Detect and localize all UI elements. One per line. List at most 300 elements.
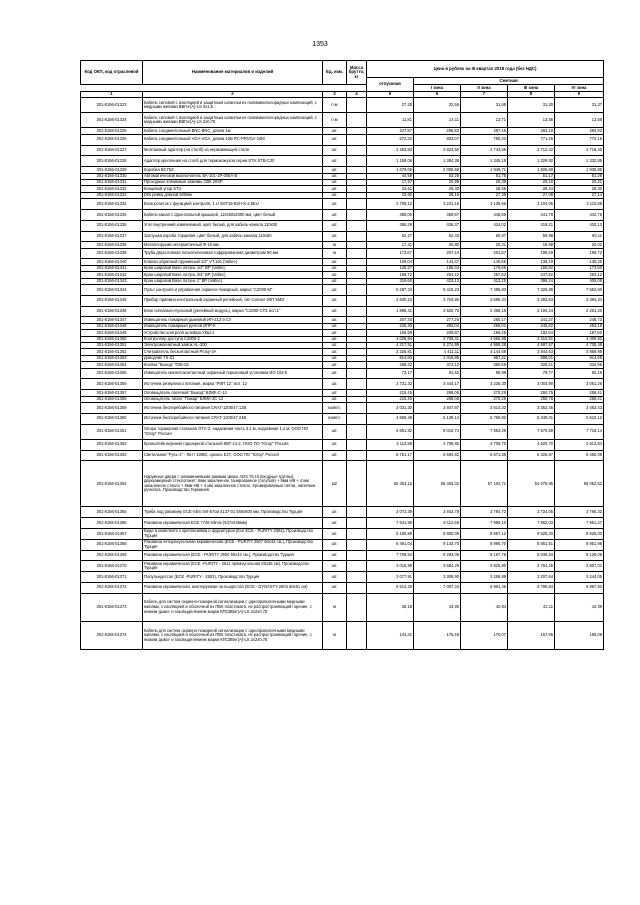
cell-code: 301-8156-01334 xyxy=(81,199,143,210)
cell-code: 301-8156-01351 xyxy=(81,343,143,349)
cell-release-price: 1 888,41 xyxy=(367,306,414,317)
cell-zone4-price: 8 128,05 xyxy=(555,550,604,561)
cell-zone3-price: 3 104,05 xyxy=(508,199,555,210)
table-row xyxy=(81,572,604,583)
cell-name: Светильник "Русь-1" - Литт 100Вт, цоколь Е27, ООО ПО "Югор" Россия xyxy=(143,450,323,461)
cell-name: Доводчик TS-01 xyxy=(143,355,323,361)
cell-zone1-price: 91,52 xyxy=(414,368,461,379)
cell-mass xyxy=(347,461,367,507)
table-row xyxy=(81,379,604,390)
cell-zone2-price: 7 990,10 xyxy=(461,518,508,529)
table-row xyxy=(81,98,604,113)
cell-zone2-price: 3 590,44 xyxy=(461,295,508,306)
cell-release-price: 672,33 xyxy=(367,134,414,145)
cell-zone3-price: 8 036,83 xyxy=(508,550,555,561)
cell-zone3-price: 250,75 xyxy=(508,390,555,396)
cell-name: Труба двухслойная полиэтиленовая гофрированная диаметром 90 мм xyxy=(143,248,323,259)
cell-unit: компл. xyxy=(323,402,347,413)
cell-zone2-price: 31,68 xyxy=(461,98,508,113)
cell-unit: шт. xyxy=(323,134,347,145)
cell-zone2-price: 2 743,55 xyxy=(461,145,508,156)
cell-unit: шт. xyxy=(323,278,347,284)
cell-name: Раковина керамическая, монтируемая на пьедестал (ECE - DYNASTY-2604 60х51 см) xyxy=(143,582,323,593)
cell-release-price: 52,27 xyxy=(367,231,414,242)
cell-zone1-price: 282,04 xyxy=(414,323,461,329)
cell-name: Устройство контроля шлейфа УКШ-1 xyxy=(143,330,323,336)
cell-unit: компл. xyxy=(323,413,347,424)
cell-zone2-price: 57 104,71 xyxy=(461,461,508,507)
cell-name: Кабель силовой с изоляцией и защитным шлангом из поливинилхлоридных композиций, с медными жилами ВВГнг(А)-LS 2х0,75 xyxy=(143,113,323,128)
cell-zone4-price: 51,28 xyxy=(555,173,604,179)
cell-zone4-price: 248,73 xyxy=(555,317,604,323)
cell-zone3-price: 7 570,69 xyxy=(508,424,555,439)
header-zone3: III зона xyxy=(508,85,555,92)
cell-mass xyxy=(347,593,367,621)
cell-code: 301-8156-01326 xyxy=(81,134,143,145)
cell-zone4-price: 5 510,12 xyxy=(555,413,604,424)
cell-code: 301-8156-01363 xyxy=(81,450,143,461)
cell-release-price: 6 651,82 xyxy=(367,424,414,439)
cell-name: Проходные клеммные зажимы СВК 2КЗР xyxy=(143,179,323,185)
cell-zone3-price: 3 393,63 xyxy=(508,295,555,306)
cell-unit: шт. xyxy=(323,265,347,271)
cell-unit: шт. xyxy=(323,362,347,368)
cell-name: Заглушка короба торцевая, цвет белый, для кабель-канала 110х50 xyxy=(143,231,323,242)
cell-zone3-price: 4 525,70 xyxy=(508,439,555,450)
cell-zone2-price: 5 766,82 xyxy=(461,413,508,424)
cell-zone4-price: 773,16 xyxy=(555,134,604,145)
cell-code: 301-8156-01350 xyxy=(81,336,143,342)
cell-unit: шт. xyxy=(323,349,347,355)
cell-zone3-price: 250,75 xyxy=(508,396,555,402)
cell-unit: шт. xyxy=(323,330,347,336)
cell-zone2-price: 60,67 xyxy=(461,231,508,242)
cell-release-price: 298,32 xyxy=(367,362,414,368)
cell-zone4-price: 82,16 xyxy=(555,368,604,379)
cell-release-price: 23,60 xyxy=(367,192,414,198)
cell-zone4-price: 6 867,93 xyxy=(555,582,604,593)
cell-release-price: 5 751,17 xyxy=(367,450,414,461)
table-row xyxy=(81,550,604,561)
cell-zone3-price: 4 597,57 xyxy=(508,343,555,349)
cell-zone3-price: 31,30 xyxy=(508,98,555,113)
cell-code: 301-8156-01370 xyxy=(81,561,143,572)
cell-code: 301-8156-01328 xyxy=(81,156,143,167)
cell-zone3-price: 5 349,01 xyxy=(508,413,555,424)
cell-zone3-price: 3 764,25 xyxy=(508,561,555,572)
cell-name: Электромагнитный замок AL-300 xyxy=(143,343,323,349)
cell-code: 301-8156-01352 xyxy=(81,349,143,355)
cell-name: Кабель для систем охранно-пожарной сигнализации с однопроволочными медными жилами, с изоляцией и оболочкой из ПВХ пластиката, не распространяющий горение, с низким дымо- и газовыделением марки КПСВВнг(А)-LS 2х2х0,75 xyxy=(143,622,323,650)
cell-code: 301-8156-01333 xyxy=(81,192,143,198)
cell-zone1-price: 264,42 xyxy=(414,272,461,278)
cell-zone3-price: 182,04 xyxy=(508,330,555,336)
cell-code: 301-8156-01345 xyxy=(81,295,143,306)
cell-release-price: 4 113,98 xyxy=(367,439,414,450)
cell-mass xyxy=(347,402,367,413)
cell-zone4-price: 914,65 xyxy=(555,355,604,361)
cell-name: Кронштейн верхний торшерной стальной КВТ-14-2, ООО ПО "Югор" Россия xyxy=(143,439,323,450)
cell-name: Кнопка "Выход" TDE-02 xyxy=(143,362,323,368)
cell-zone2-price: 3 139,66 xyxy=(461,199,508,210)
cell-mass xyxy=(347,518,367,529)
cell-zone4-price: 7 552,50 xyxy=(555,285,604,296)
cell-zone2-price: 257,62 xyxy=(461,272,508,278)
cell-zone1-price: 3 444,17 xyxy=(414,379,461,390)
cell-release-price: 17,41 xyxy=(367,242,414,248)
cell-unit: шт. xyxy=(323,317,347,323)
cell-zone4-price: 42,39 xyxy=(555,593,604,621)
cell-unit: шт. xyxy=(323,424,347,439)
cell-unit: шт. xyxy=(323,156,347,167)
cell-code: 301-8156-01329 xyxy=(81,167,143,173)
cell-name: Тумба под раковину ECE-Slim Set-57см 4137-01 560х500 мм, Производство Турция xyxy=(143,507,323,518)
header-estimate: Сметная xyxy=(414,78,604,85)
cell-code: 301-8156-01340 xyxy=(81,259,143,265)
table-row xyxy=(81,220,604,231)
cell-mass xyxy=(347,528,367,539)
cell-zone4-price: 3 959,95 xyxy=(555,349,604,355)
cell-zone2-price: 1 948,71 xyxy=(461,167,508,173)
cell-zone1-price: 1 018,85 xyxy=(414,355,461,361)
cell-release-price: 7 709,54 xyxy=(367,550,414,561)
cell-zone2-price: 2 365,19 xyxy=(461,306,508,317)
cell-zone3-price: 419,21 xyxy=(508,220,555,231)
cell-release-price: 3 077,91 xyxy=(367,572,414,583)
cell-zone1-price: 144,37 xyxy=(414,259,461,265)
cell-zone4-price: 1 332,85 xyxy=(555,156,604,167)
cell-unit: шт. xyxy=(323,355,347,361)
header-num: 8 xyxy=(508,92,555,98)
cell-release-price: 3 026,94 xyxy=(367,336,414,342)
cell-zone1-price: 8 010,74 xyxy=(414,424,461,439)
cell-zone4-price: 258,41 xyxy=(555,390,604,396)
cell-zone3-price: 771,45 xyxy=(508,134,555,145)
cell-code: 301-8156-01369 xyxy=(81,550,143,561)
cell-zone4-price: 4 613,94 xyxy=(555,439,604,450)
cell-zone1-price: 373,12 xyxy=(414,362,461,368)
cell-mass xyxy=(347,285,367,296)
cell-zone1-price: 2 520,70 xyxy=(414,306,461,317)
cell-unit: п.м xyxy=(323,113,347,128)
cell-zone4-price: 60,11 xyxy=(555,231,604,242)
cell-mass xyxy=(347,379,367,390)
cell-code: 301-8156-01337 xyxy=(81,231,143,242)
cell-zone3-price: 3 352,45 xyxy=(508,402,555,413)
cell-name: Кабель соединительный BNC-BNC, длина 1м xyxy=(143,128,323,134)
cell-unit: шт. xyxy=(323,323,347,329)
cell-zone1-price: 6 139,14 xyxy=(414,413,461,424)
cell-zone1-price: 62,43 xyxy=(414,231,461,242)
cell-zone4-price: 2 718,40 xyxy=(555,145,604,156)
cell-zone2-price: 28,56 xyxy=(461,186,508,192)
cell-name: Кран шаровой Base латунь 3/4" ВР (Valtec) xyxy=(143,272,323,278)
cell-zone1-price: 8 112,68 xyxy=(414,518,461,529)
cell-code: 301-8156-01359 xyxy=(81,402,143,413)
cell-zone4-price: 173,60 xyxy=(555,265,604,271)
cell-zone3-price: 441,78 xyxy=(508,209,555,220)
cell-release-price: 44,59 xyxy=(367,173,414,179)
cell-zone4-price: 253,19 xyxy=(555,323,604,329)
table-row xyxy=(81,199,604,210)
cell-zone4-price: 442,75 xyxy=(555,209,604,220)
cell-code: 301-8156-01323 xyxy=(81,98,143,113)
cell-mass xyxy=(347,231,367,242)
cell-zone4-price: 2 261,20 xyxy=(555,306,604,317)
cell-name: Контроллер доступа С2000-2 xyxy=(143,336,323,342)
cell-unit: шт. xyxy=(323,272,347,278)
cell-zone3-price: 59,98 xyxy=(508,231,555,242)
cell-zone4-price: 3 409,92 xyxy=(555,336,604,342)
cell-unit: шт. xyxy=(323,209,347,220)
cell-zone3-price: 28,24 xyxy=(508,186,555,192)
cell-zone2-price: 51,75 xyxy=(461,173,508,179)
cell-zone4-price: 253,12 xyxy=(555,272,604,278)
cell-name: Извещатель магнитоконтактный охранный герконовый установки ИО 102-6 xyxy=(143,368,323,379)
cell-mass xyxy=(347,622,367,650)
cell-code: 301-8156-01346 xyxy=(81,306,143,317)
cell-zone1-price: 5 274,99 xyxy=(414,343,461,349)
cell-zone3-price: 7 326,85 xyxy=(508,285,555,296)
cell-unit: шт. xyxy=(323,336,347,342)
cell-name: Раковина керамическая ECE 7746-Slimix (537х445мм) xyxy=(143,518,323,529)
header-num: 4 xyxy=(347,92,367,98)
table-row xyxy=(81,113,604,128)
cell-unit: шт. xyxy=(323,561,347,572)
table-row xyxy=(81,285,604,296)
cell-zone3-price: 3 844,63 xyxy=(508,349,555,355)
cell-zone3-price: 6 326,87 xyxy=(508,450,555,461)
cell-name: Раковина керамическая (ECE - PURITY 2500 50х42 см.), Производство Турция xyxy=(143,550,323,561)
header-code: Код ОКП, код отраслевой xyxy=(81,61,143,85)
cell-unit: шт. xyxy=(323,528,347,539)
cell-zone3-price: 13,55 xyxy=(508,113,555,128)
cell-mass xyxy=(347,295,367,306)
cell-zone1-price: 43,90 xyxy=(414,593,461,621)
cell-code: 301-8156-01374 xyxy=(81,622,143,650)
cell-unit: шт. xyxy=(323,220,347,231)
cell-zone2-price: 957,31 xyxy=(461,355,508,361)
cell-release-price: 27,28 xyxy=(367,98,414,113)
cell-mass xyxy=(347,156,367,167)
header-mass: Масса брутто, кг xyxy=(347,61,367,85)
cell-release-price: 144,31 xyxy=(367,622,414,650)
cell-zone1-price: 8 293,05 xyxy=(414,550,461,561)
cell-unit: шт. xyxy=(323,167,347,173)
cell-mass xyxy=(347,413,367,424)
cell-zone1-price: 3 708,41 xyxy=(414,336,461,342)
cell-mass xyxy=(347,439,367,450)
cell-code: 301-8156-01356 xyxy=(81,379,143,390)
cell-name: Коробка BC75Z xyxy=(143,167,323,173)
cell-zone3-price: 245,82 xyxy=(508,323,555,329)
header-num: 9 xyxy=(555,92,604,98)
cell-zone1-price: 288,06 xyxy=(414,390,461,396)
cell-zone3-price: 2 194,24 xyxy=(508,306,555,317)
cell-release-price: 6 287,34 xyxy=(367,285,414,296)
cell-zone4-price: 3 110,89 xyxy=(555,199,604,210)
cell-zone2-price: 6 901,46 xyxy=(461,582,508,593)
cell-unit: шт. xyxy=(323,368,347,379)
cell-zone2-price: 85,99 xyxy=(461,368,508,379)
table-row xyxy=(81,461,604,507)
cell-zone1-price: 8 419,23 xyxy=(414,285,461,296)
cell-unit: шт. xyxy=(323,231,347,242)
cell-zone3-price: 27,08 xyxy=(508,192,555,198)
cell-zone4-price: 6 450,09 xyxy=(555,450,604,461)
cell-zone4-price: 169,09 xyxy=(555,622,604,650)
cell-zone1-price: 7 007,34 xyxy=(414,582,461,593)
cell-code: 301-8156-01355 xyxy=(81,368,143,379)
cell-zone4-price: 138,20 xyxy=(555,259,604,265)
table-row xyxy=(81,134,604,145)
cell-release-price: 156,99 xyxy=(367,330,414,336)
cell-name: Кабель соединительный VGA-VGA, длина 10м RC-PRVGA-10M xyxy=(143,134,323,145)
cell-zone4-price: 3 766,32 xyxy=(555,507,604,518)
cell-zone4-price: 7 718,14 xyxy=(555,424,604,439)
cell-zone1-price: 3 847,87 xyxy=(414,402,461,413)
cell-zone3-price: 79,77 xyxy=(508,368,555,379)
cell-mass xyxy=(347,572,367,583)
cell-release-price: 814,80 xyxy=(367,355,414,361)
cell-release-price: 50 363,16 xyxy=(367,461,414,507)
table-row xyxy=(81,424,604,439)
cell-zone2-price: 201,57 xyxy=(461,248,508,259)
cell-mass xyxy=(347,550,367,561)
cell-zone3-price: 1 926,60 xyxy=(508,167,555,173)
cell-name: Концевой упор STU xyxy=(143,186,323,192)
cell-release-price: 7 541,85 xyxy=(367,518,414,529)
table-row xyxy=(81,622,604,650)
cell-zone4-price: 258,41 xyxy=(555,396,604,402)
cell-release-price: 385,00 xyxy=(367,209,414,220)
table-row xyxy=(81,145,604,156)
cell-release-price: 199,72 xyxy=(367,272,414,278)
cell-code: 301-8156-01364 xyxy=(81,461,143,507)
table-row xyxy=(81,248,604,259)
table-row xyxy=(81,231,604,242)
cell-mass xyxy=(347,424,367,439)
cell-unit: шт. xyxy=(323,173,347,179)
cell-unit: м xyxy=(323,242,347,248)
cell-code: 301-8156-01357 xyxy=(81,390,143,396)
cell-name: Раковина керамическая (ECE -PURITY - 2511 прямоугольная 60х35 см), Производство Турция xyxy=(143,561,323,572)
cell-zone4-price: 187,60 xyxy=(555,330,604,336)
table-row xyxy=(81,368,604,379)
cell-release-price: 3 016,98 xyxy=(367,561,414,572)
cell-code: 301-8156-01341 xyxy=(81,265,143,271)
table-row xyxy=(81,413,604,424)
cell-release-price: 136,37 xyxy=(367,265,414,271)
cell-zone4-price: 405,05 xyxy=(555,278,604,284)
cell-code: 301-8156-01343 xyxy=(81,278,143,284)
cell-unit: шт. xyxy=(323,145,347,156)
cell-zone2-price: 4 144,68 xyxy=(461,349,508,355)
cell-release-price: 11,81 xyxy=(367,113,414,128)
cell-code: 301-8156-01335 xyxy=(81,209,143,220)
cell-zone3-price: 42,11 xyxy=(508,593,555,621)
cell-release-price: 17,57 xyxy=(367,179,414,185)
cell-name: Источник резервного питания, марка "РИП 12" исп. 12 xyxy=(143,379,323,390)
cell-mass xyxy=(347,539,367,550)
cell-unit: шт. xyxy=(323,572,347,583)
cell-code: 301-8156-01331 xyxy=(81,179,143,185)
cell-zone3-price: 888,01 xyxy=(508,355,555,361)
cell-code: 301-8156-01373 xyxy=(81,593,143,621)
cell-zone2-price: 412,25 xyxy=(461,278,508,284)
cell-name: Считыватель бесконтактный Proxy-3А xyxy=(143,349,323,355)
cell-zone1-price: 32,56 xyxy=(414,98,461,113)
cell-zone2-price: 287,46 xyxy=(461,128,508,134)
cell-name: Кабель для систем охранно-пожарной сигнализации с однопроволочными медными жилами, с изоляцией и оболочкой из ПВХ пластиката, не распространяющий горение, с низким дымо- и газовыделением марки КПСВВнг(А)-LS 2х2х0,75 xyxy=(143,593,323,621)
cell-zone1-price: 1 384,38 xyxy=(414,156,461,167)
cell-mass xyxy=(347,220,367,231)
cell-unit: шт. xyxy=(323,259,347,265)
cell-zone3-price: 167,96 xyxy=(508,622,555,650)
cell-code: 301-8156-01358 xyxy=(81,396,143,402)
cell-name: Клапан обратный пружинный 1/2" VT.161 (Valtec) xyxy=(143,259,323,265)
header-price-group: Цена в рублях на III квартал 2018 года (без НДС) xyxy=(367,61,604,78)
cell-unit: шт. xyxy=(323,518,347,529)
cell-zone4-price: 1 930,85 xyxy=(555,167,604,173)
cell-zone1-price: 3 584,29 xyxy=(414,561,461,572)
cell-release-price: 2 705,12 xyxy=(367,199,414,210)
cell-release-price: 4 868,49 xyxy=(367,413,414,424)
table-row xyxy=(81,507,604,518)
cell-zone2-price: 4 705,70 xyxy=(461,439,508,450)
cell-mass xyxy=(347,209,367,220)
cell-name: Извещатель пожарный ручной ИПР-К xyxy=(143,323,323,329)
cell-mass xyxy=(347,98,367,113)
cell-code: 301-8156-01366 xyxy=(81,518,143,529)
cell-zone2-price: 176,66 xyxy=(461,265,508,271)
cell-zone1-price: 58 453,02 xyxy=(414,461,461,507)
cell-release-price: 319,60 xyxy=(367,278,414,284)
cell-code: 301-8156-01361 xyxy=(81,424,143,439)
cell-zone3-price: 19,98 xyxy=(508,242,555,248)
cell-zone1-price: 20,80 xyxy=(414,242,461,248)
cell-unit: шт. xyxy=(323,306,347,317)
cell-zone2-price: 3 614,32 xyxy=(461,402,508,413)
cell-zone1-price: 8 800,08 xyxy=(414,528,461,539)
cell-zone4-price: 4 735,48 xyxy=(555,343,604,349)
cell-release-price: 36,18 xyxy=(367,593,414,621)
cell-zone4-price: 28,30 xyxy=(555,186,604,192)
cell-zone2-price: 3 565,98 xyxy=(461,336,508,342)
header-zone2: II зона xyxy=(461,85,508,92)
cell-name: Раковина четырехугольная керамическая (ECE - PURITY 2507 60х42 см.), Производство Турция xyxy=(143,539,323,550)
cell-zone3-price: 3 003,90 xyxy=(508,379,555,390)
cell-unit: м xyxy=(323,593,347,621)
cell-release-price: 3 031,30 xyxy=(367,402,414,413)
cell-name: Кран шаровой Base латунь 1/2" ВР (Valtec) xyxy=(143,265,323,271)
cell-unit: шт. xyxy=(323,285,347,296)
cell-zone3-price: 3 207,64 xyxy=(508,572,555,583)
cell-code: 301-8156-01353 xyxy=(81,355,143,361)
cell-zone1-price: 6 694,62 xyxy=(414,450,461,461)
cell-code: 301-8156-01332 xyxy=(81,186,143,192)
header-num: 6 xyxy=(414,92,461,98)
table-row xyxy=(81,450,604,461)
cell-unit: шт. xyxy=(323,507,347,518)
cell-zone1-price: 277,26 xyxy=(414,317,461,323)
cell-code: 301-8156-01368 xyxy=(81,539,143,550)
cell-zone4-price: 284,92 xyxy=(555,128,604,134)
cell-mass xyxy=(347,145,367,156)
cell-unit: шт. xyxy=(323,390,347,396)
cell-code: 301-8156-01348 xyxy=(81,323,143,329)
header-release: отпускная xyxy=(367,78,414,92)
